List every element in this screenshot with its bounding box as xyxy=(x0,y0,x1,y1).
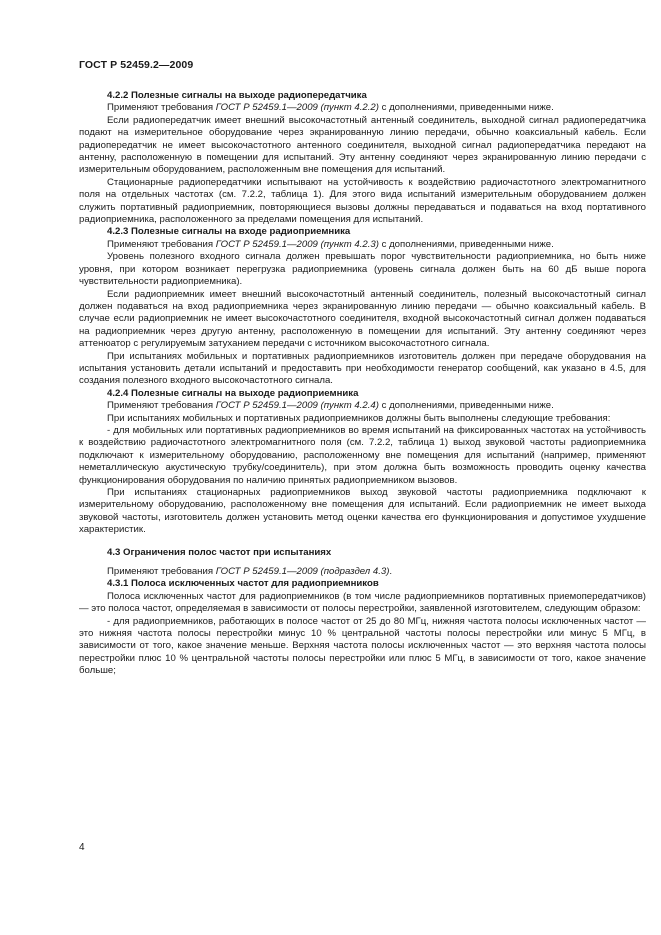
paragraph: Если радиоприемник имеет внешний высокочастотный антенный соединитель, полезный высокочастотный сигнал должен подаваться на вход радиоприемника через экранированную линию передачи — обычно коаксиальный кабель. В случае если радиоприемник не имеет высокочастотного соединителя, входной высокочастотный сигнал должен подаваться на радиоприемник через другую антенну, расположенную в помещении для испытаний. Эту антенну соединяют через аттенюатор с регулируемым затуханием передачи с источником высокочастотного сигнала. xyxy=(79,288,646,350)
heading-4-3-1: 4.3.1 Полоса исключенных частот для радиоприемников xyxy=(107,578,379,590)
list-item: - для радиоприемников, работающих в полосе частот от 25 до 80 МГц, нижняя частота полосы исключенных частот — это нижняя частота полосы перестройки минус 10 % центральной частоты полосы перестройки или минус 5 МГц, в зависимости от того, какое значение меньше. Верхняя частота полосы исключенных частот — это верхняя частота полосы перестройки плюс 10 % центральной частоты полосы перестройки или плюс 5 МГц, в зависимости от того, какое значение больше; xyxy=(79,615,646,677)
heading-4-2-4: 4.2.4 Полезные сигналы на выходе радиоприемника xyxy=(107,387,359,399)
list-item: - для мобильных или портативных радиоприемников во время испытаний на фиксированных частотах на устойчивость к воздействию радиочастотного электромагнитного поля (см. 7.2.2, таблица 1) выход звуковой частоты радиоприемника подключают к измерительному оборудованию, расположенному вне помещения для испытаний (например, применяют неметаллическую акустическую трубку/соединитель), при этом должна быть возможность проводить оценку качества функционирования оборудования по наличию принятых радиоприемником вызовов. xyxy=(79,424,646,486)
paragraph: Стационарные радиопередатчики испытывают на устойчивость к воздействию радиочастотного электромагнитного поля на отдельных частотах (см. 7.2.2, таблица 1). Для этого вида испытаний измерительным оборудованием должен служить портативный радиоприемник, повторяющиеся вызовы должны передаваться и подаваться на вход портативного радиоприемника, расположенного за пределами помещения для испытаний. xyxy=(79,176,646,226)
standard-reference: ГОСТ Р 52459.1—2009 (пункт 4.2.4) xyxy=(215,400,379,412)
standard-reference: ГОСТ Р 52459.1—2009 (подраздел 4.3) xyxy=(215,566,390,578)
paragraph: Применяют требования ГОСТ Р 52459.1—2009 (подраздел 4.3). xyxy=(107,566,393,578)
paragraph: Если радиопередатчик имеет внешний высокочастотный антенный соединитель, выходной сигнал радиопередатчика подают на измерительное оборудование через экранированную линию передачи, обычно коаксиальный кабель. Если радиопередатчик не имеет высокочастотного антенного соединителя, выходной сигнал радиопередатчика передают на антенну, расположенную в помещении для испытаний. Эту антенну соединяют через экранированную линию передачи с измерительным оборудованием, расположенным вне помещения для испытаний. xyxy=(79,114,646,176)
document-header: ГОСТ Р 52459.2—2009 xyxy=(79,59,194,71)
paragraph: При испытаниях мобильных и портативных радиоприемников изготовитель должен при передаче оборудования на испытания установить детали испытаний и предоставить при необходимости генератор сообщений, как указано в 4.5, для создания полезного входного высокочастотного сигнала. xyxy=(79,350,646,387)
document-body xyxy=(79,90,646,678)
paragraph: Полоса исключенных частот для радиоприемников (в том числе радиоприемников портативных приемопередатчиков) — это полоса частот, определяемая в зависимости от полосы перестройки, заявленной изготовителем, следующим образом: xyxy=(79,590,646,615)
paragraph: Применяют требования ГОСТ Р 52459.1—2009 (пункт 4.2.2) с дополнениями, приведенными ниже. xyxy=(107,102,554,114)
paragraph: Применяют требования ГОСТ Р 52459.1—2009 (пункт 4.2.4) с дополнениями, приведенными ниже. xyxy=(107,400,554,412)
page-number: 4 xyxy=(79,842,85,853)
paragraph: Применяют требования ГОСТ Р 52459.1—2009 (пункт 4.2.3) с дополнениями, приведенными ниже. xyxy=(107,238,554,250)
standard-reference: ГОСТ Р 52459.1—2009 (пункт 4.2.3) xyxy=(215,238,379,250)
paragraph: При испытаниях мобильных и портативных радиоприемников должны быть выполнены следующие требования: xyxy=(107,412,611,424)
heading-4-3: 4.3 Ограничения полос частот при испытаниях xyxy=(107,546,332,558)
heading-4-2-3: 4.2.3 Полезные сигналы на входе радиоприемника xyxy=(107,226,351,238)
paragraph: При испытаниях стационарных радиоприемников выход звуковой частоты радиоприемника подключают к измерительному оборудованию, расположенному вне помещения для испытаний. Если радиоприемник не имеет выхода звуковой частоты, изготовитель должен установить метод оценки качества его функционирования и допустимое ухудшение характеристик. xyxy=(79,487,646,536)
paragraph: Уровень полезного входного сигнала должен превышать порог чувствительности радиоприемника, но быть ниже уровня, при котором возникает перегрузка радиоприемника (уровень сигнала должен быть на 60 дБ выше порога чувствительности радиоприемника). xyxy=(79,251,646,288)
heading-4-2-2: 4.2.2 Полезные сигналы на выходе радиопередатчика xyxy=(107,90,367,101)
standard-reference: ГОСТ Р 52459.1—2009 (пункт 4.2.2) xyxy=(215,102,379,114)
